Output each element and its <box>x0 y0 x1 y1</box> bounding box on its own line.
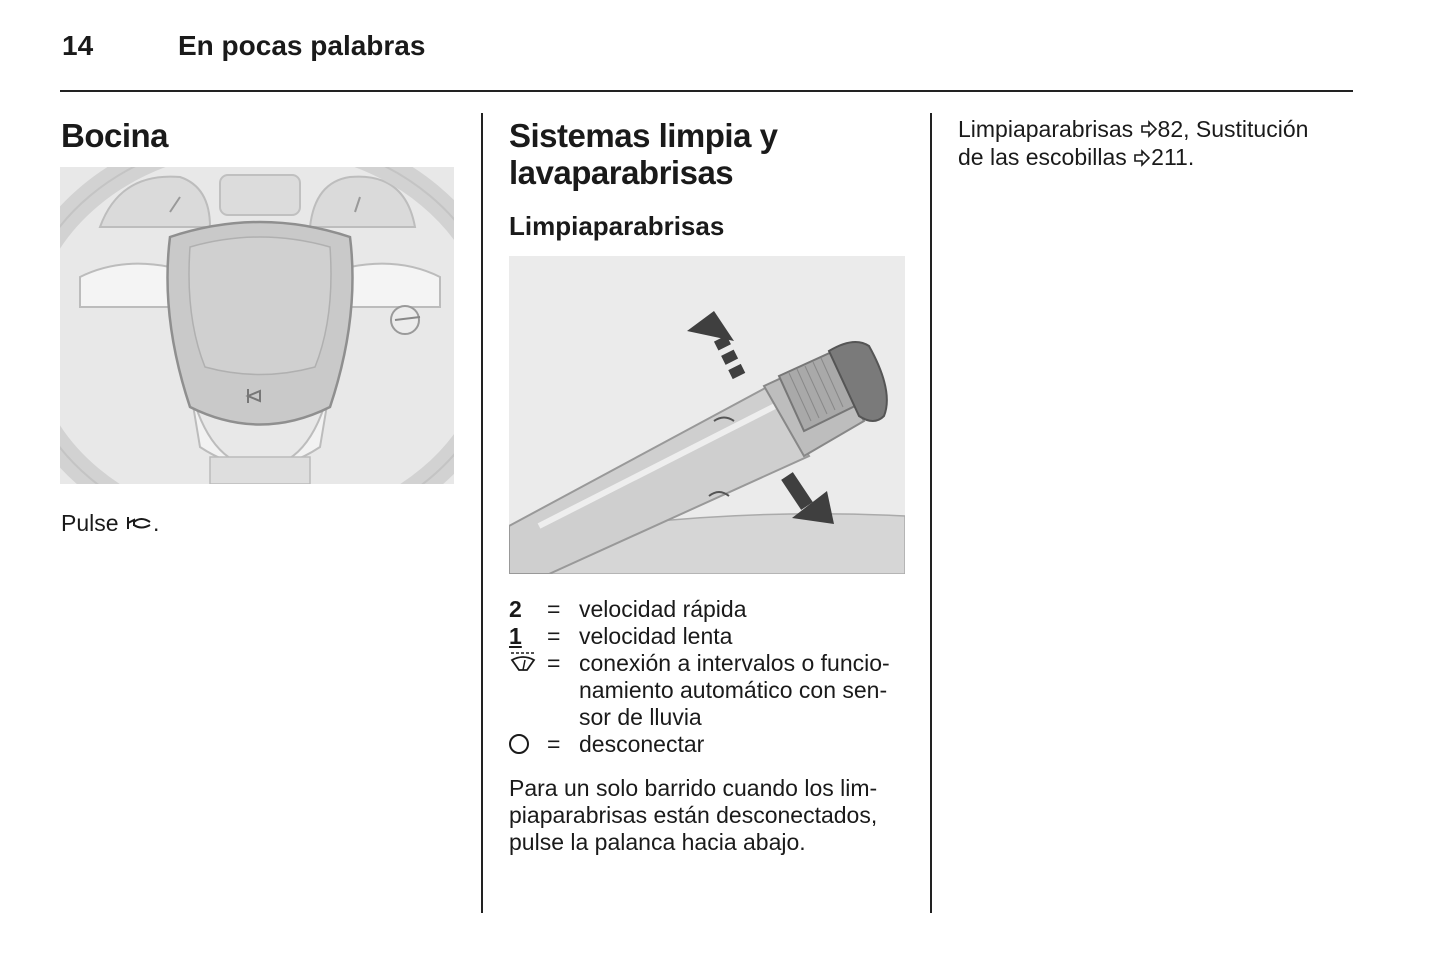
wiper-interval-icon <box>509 650 537 680</box>
section-title: En pocas palabras <box>178 30 426 61</box>
page-number: 14 <box>62 30 94 61</box>
paragraph-line1: Para un solo barrido cuando los lim- <box>509 775 878 801</box>
legend-equals: = <box>547 623 561 649</box>
column-divider-right <box>930 113 932 913</box>
legend-equals: = <box>547 731 561 757</box>
reference-page-82: 82 <box>1157 116 1184 142</box>
legend-equals: = <box>547 596 561 622</box>
off-circle-icon <box>509 734 529 754</box>
steering-wheel-figure <box>60 167 454 484</box>
legend-desc-off: desconectar <box>579 731 705 757</box>
cross-references <box>958 116 1308 173</box>
caption-prefix: Pulse <box>61 510 125 536</box>
paragraph-line3: pulse la palanca hacia abajo. <box>509 829 806 855</box>
heading-bocina: Bocina <box>61 117 169 154</box>
reference-blades[interactable]: de las escobillas <box>958 144 1127 171</box>
reference-separator: , Sustitución <box>1183 116 1309 142</box>
heading-wiper-systems <box>509 117 777 191</box>
heading-line2: lavaparabrisas <box>509 154 734 191</box>
horn-icon <box>125 511 153 538</box>
reference-line1 <box>958 116 1308 144</box>
reference-end: . <box>1187 144 1195 171</box>
reference-line2 <box>958 144 1308 172</box>
caption-suffix: . <box>152 510 160 536</box>
wiper-lever-illustration <box>509 256 905 574</box>
legend-row-slow <box>509 623 909 650</box>
paragraph-line2: piaparabrisas están desconectados, <box>509 802 878 828</box>
legend-key-interval <box>509 650 547 731</box>
wiper-lever-figure <box>509 256 905 574</box>
single-wipe-paragraph <box>509 775 877 856</box>
page-reference-arrow-icon <box>1133 146 1151 173</box>
legend-key-off <box>509 731 547 760</box>
legend-desc-interval: conexión a intervalos o funcio-namiento automático con sen-sor de lluvia <box>579 650 890 730</box>
legend-key-1: 1 <box>509 623 522 649</box>
reference-wipers[interactable]: Limpiaparabrisas <box>958 116 1134 142</box>
horn-caption <box>61 510 159 538</box>
legend-row-fast <box>509 596 909 623</box>
legend-key-2: 2 <box>509 596 522 622</box>
legend-desc-fast: velocidad rápida <box>579 596 747 622</box>
subheading-wipers: Limpiaparabrisas <box>509 211 725 241</box>
steering-wheel-illustration <box>60 167 454 484</box>
legend-row-interval <box>509 650 909 731</box>
page-reference-arrow-icon <box>1140 117 1158 144</box>
wiper-legend <box>509 596 909 760</box>
reference-page-211: 211 <box>1151 144 1188 171</box>
column-divider-left <box>481 113 483 913</box>
header-divider <box>60 90 1353 92</box>
legend-row-off <box>509 731 909 760</box>
heading-line1: Sistemas limpia y <box>509 117 778 154</box>
legend-equals: = <box>547 650 561 676</box>
legend-desc-slow: velocidad lenta <box>579 623 733 649</box>
